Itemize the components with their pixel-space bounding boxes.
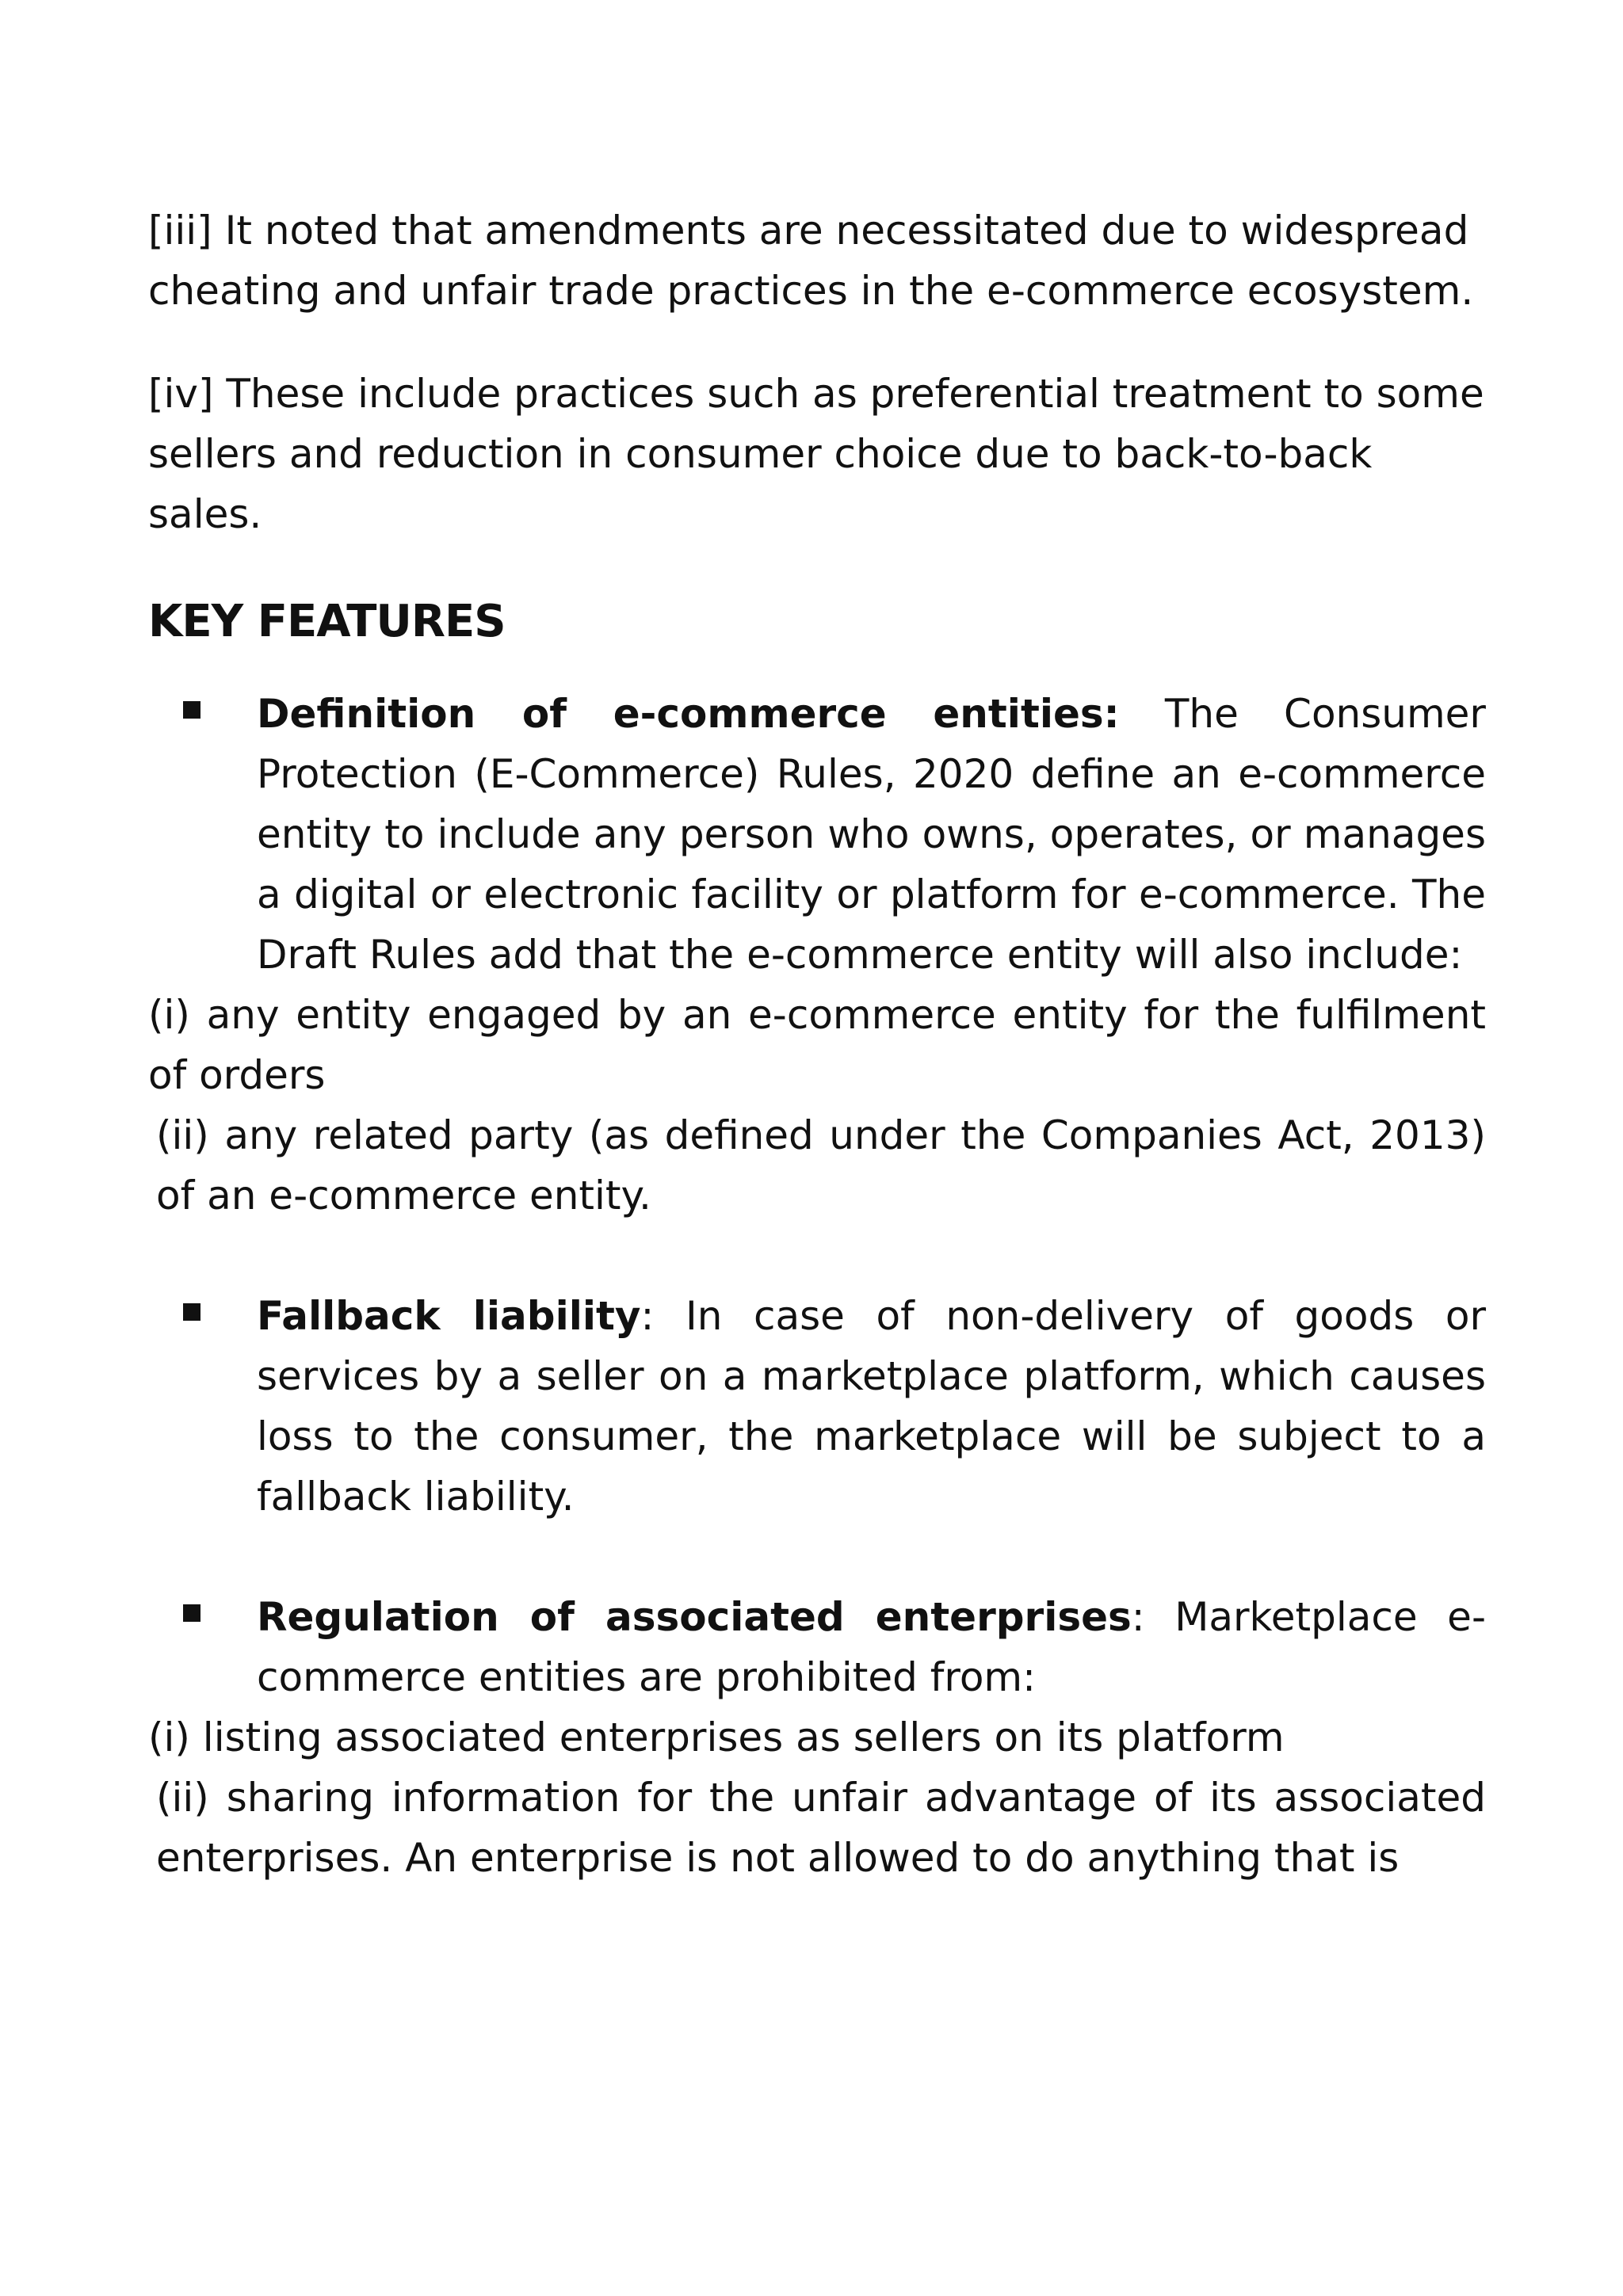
subitem-ii: (ii) sharing information for the unfair advantage of its associated enterprises. An enterprise is not allowed to do anything that is	[156, 1775, 1486, 1881]
subitem-i: (i) any entity engaged by an e-commerce entity for the fulfilment of orders	[148, 992, 1486, 1098]
square-bullet-icon	[183, 1303, 200, 1321]
intro-paragraph-iii: [iii] It noted that amendments are necessitated due to widespread cheating and unfair trade practices in the e-commerce ecosystem.	[148, 208, 1474, 314]
square-bullet-icon	[183, 1604, 200, 1622]
document-page	[148, 200, 1486, 1888]
spacer	[148, 1527, 1486, 1587]
feature-item-definition	[148, 684, 1486, 985]
feature-text: The Consumer Protection (E-Commerce) Rules, 2020 define an e-commerce entity to include any person who owns, operates, or manages a digital or electronic facility or platform for e-commerce. The Draft Rules add that the e-commerce entity will also include:	[257, 691, 1486, 978]
feature-term: Regulation of associated enterprises	[257, 1594, 1132, 1640]
subitem-ii: (ii) any related party (as defined under the Companies Act, 2013) of an e-commerce entity.	[156, 1112, 1486, 1219]
feature-term: Definition of e-commerce entities:	[257, 691, 1120, 737]
feature-item-associated-enterprises	[148, 1587, 1486, 1707]
spacer	[148, 1226, 1486, 1286]
feature-text: : Marketplace e-commerce entities are prohibited from:	[257, 1594, 1486, 1700]
feature-text: : In case of non-delivery of goods or services by a seller on a marketplace platform, which causes loss to the consumer, the marketplace will be subject to a fallback liability.	[257, 1293, 1487, 1520]
feature-term: Fallback liability	[257, 1293, 641, 1339]
square-bullet-icon	[183, 701, 200, 719]
section-heading: KEY FEATURES	[148, 596, 506, 647]
subitem-i: (i) listing associated enterprises as sellers on its platform	[148, 1714, 1285, 1760]
feature-item-fallback-liability	[148, 1286, 1486, 1527]
intro-paragraph-iv: [iv] These include practices such as preferential treatment to some sellers and reduction in consumer choice due to back-to-back sales.	[148, 371, 1484, 537]
